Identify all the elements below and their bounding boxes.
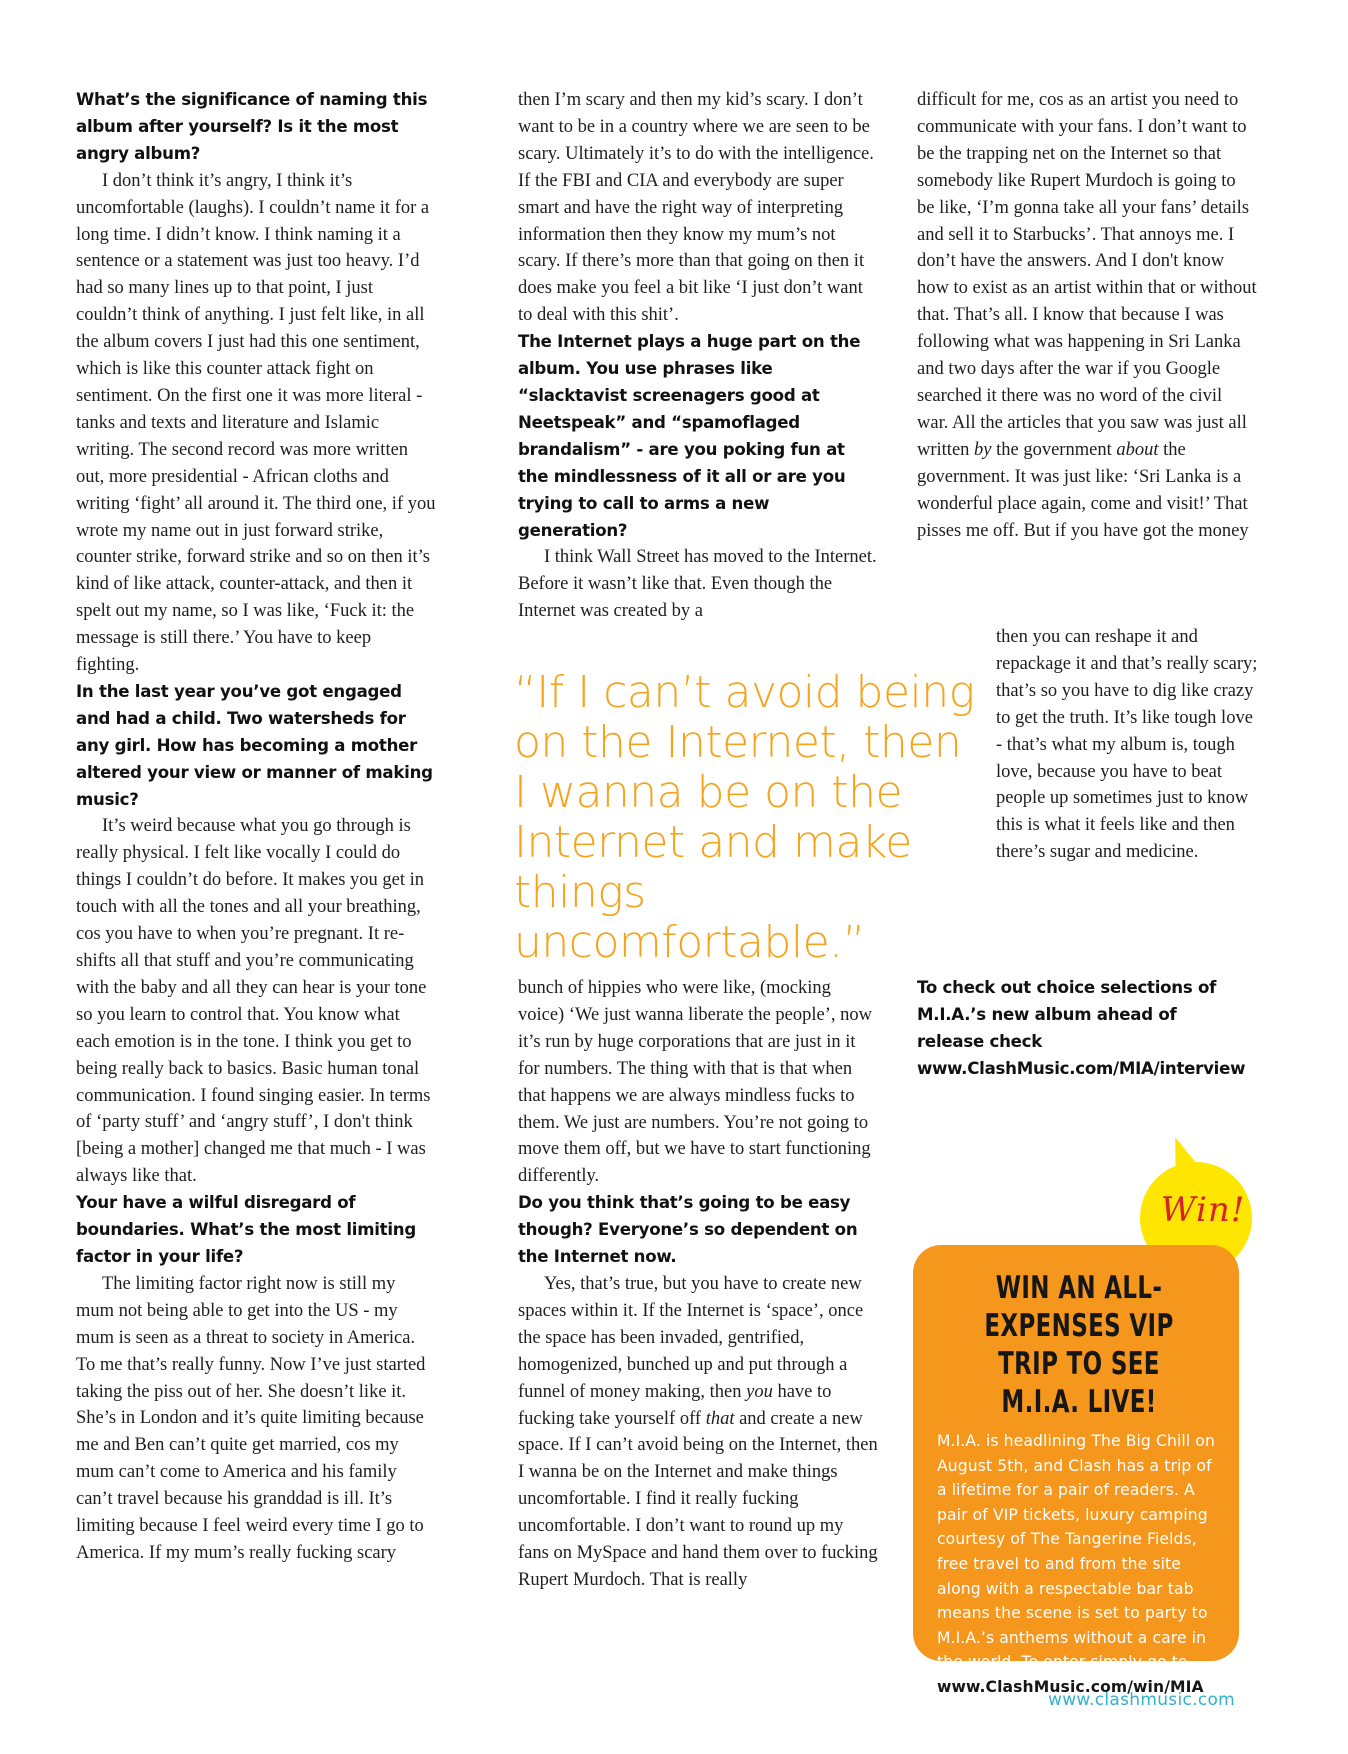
answer-text: and create a new space. If I can’t avoid being on the Internet, then I wanna be on the Internet and make things uncomfortable. I find it really fucking uncomfortable. I don’t want to round up my fans on MySpace and hand them over to fucking Rupert Murdoch. That is really	[518, 1408, 878, 1590]
answer-emphasis: by	[974, 439, 992, 460]
answer-text: the government. It was just like: ‘Sri Lanka is a wonderful place again, come and visit!’ That pisses me off. But if you have got the money	[917, 439, 1249, 541]
interview-answer: then you can reshape it and repackage it and that’s really scary; that’s so you have to dig like crazy to get the truth. It’s like tough love - that’s what my album is, tough love, because you have to beat people up sometimes just to know this is what it feels like and then there’s sugar and medicine.	[996, 627, 1258, 863]
win-badge-text: Win!	[1160, 1190, 1246, 1230]
interview-question: Your have a wilful disregard of boundaries. What’s the most limiting factor in your life?	[76, 1193, 416, 1266]
interview-answer: It’s weird because what you go through is really physical. I felt like vocally I could do things I couldn’t do before. It makes you get in touch with all the tones and all your breathing, cos you have to when you’re pregnant. It re-shifts all that stuff and you’re communicating with the baby and all they can hear is your tone so you learn to control that. You know what each emotion is in the tone. I think you get to being really back to basics. Basic human tonal communication. I found singing easier. In terms of ‘party stuff’ and ‘angry stuff’, I don't think [being a mother] changed me that much - I was always like that.	[76, 816, 431, 1187]
answer-text: have to fucking take yourself off	[518, 1381, 832, 1429]
interview-question: In the last year you’ve got engaged and had a child. Two watersheds for any girl. How has becoming a mother altered your view or manner of making music?	[76, 681, 433, 809]
article-column-3-top	[917, 87, 1257, 544]
answer-text: difficult for me, cos as an artist you need to communicate with your fans. I don’t want to be the trapping net on the Internet so that somebody like Rupert Murdoch is going to be like, ‘I’m gonna take all your fans’ details and sell it to Starbucks’. That annoys me. I don’t have the answers. And I don't know how to exist as an artist within that or without that. That’s all. I know that because I was following what was happening in Sri Lanka and two days after the war if you Google searched it there was no word of the civil war. All the articles that you saw was just all written	[917, 90, 1257, 460]
competition-url: www.ClashMusic.com/win/MIA	[937, 1677, 1204, 1696]
interview-answer	[518, 1271, 878, 1594]
competition-text: M.I.A. is headlining The Big Chill on August 5th, and Clash has a trip of a lifetime for a pair of readers. A pair of VIP tickets, luxury camping courtesy of The Tangerine Fields, free travel to and from the site along with a respectable bar tab means the scene is set to party to M.I.A.’s anthems without a care in the world. To enter simply go to	[937, 1432, 1215, 1672]
answer-emphasis: that	[705, 1408, 735, 1429]
article-column-3-bottom	[917, 975, 1247, 1083]
interview-answer	[917, 87, 1257, 544]
footer-website: www.clashmusic.com	[1048, 1690, 1236, 1710]
pull-quote: “If I can’t avoid being on the Internet, then I wanna be on the Internet and make things uncomfortable.”	[514, 667, 975, 968]
article-column-2-top	[518, 87, 878, 625]
competition-title: WIN AN ALL-EXPENSES VIP TRIP TO SEE M.I.A. LIVE!	[984, 1270, 1174, 1420]
answer-text: the government	[991, 439, 1117, 460]
web-cta: To check out choice selections of M.I.A.’s new album ahead of release check www.ClashMusic.com/MIA/interview	[917, 978, 1246, 1078]
answer-emphasis: about	[1116, 439, 1159, 460]
answer-emphasis: you	[746, 1381, 773, 1402]
interview-question: What’s the significance of naming this album after yourself? Is it the most angry album?	[76, 90, 428, 163]
article-column-2-bottom	[518, 975, 878, 1594]
interview-question: The Internet plays a huge part on the album. You use phrases like “slacktavist screenagers good at Neetspeak” and “spamoflaged brandalism” - are you poking fun at the mindlessness of it all or are you trying to call to arms a new generation?	[518, 332, 861, 540]
competition-box	[913, 1245, 1239, 1696]
article-column-3-indented	[996, 624, 1258, 866]
competition-body	[937, 1429, 1221, 1700]
interview-answer: I think Wall Street has moved to the Internet. Before it wasn’t like that. Even though the Internet was created by a	[518, 547, 877, 622]
interview-answer: bunch of hippies who were like, (mocking voice) ‘We just wanna liberate the people’, now it’s run by huge corporations that are just in it for numbers. The thing with that is that when that happens we are always mindless fucks to them. We just are numbers. You’re not going to move them off, but we have to start functioning differently.	[518, 978, 872, 1187]
article-column-1	[76, 87, 436, 1567]
interview-question: Do you think that’s going to be easy though? Everyone’s so dependent on the Internet now.	[518, 1193, 858, 1267]
interview-answer: The limiting factor right now is still my mum not being able to get into the US - my mum is seen as a threat to society in America. To me that’s really funny. Now I’ve just started taking the piss out of her. She doesn’t like it. She’s in London and it’s quite limiting because me and Ben can’t quite get married, cos my mum can’t come to America and his family can’t travel because his granddad is ill. It’s limiting because I feel weird every time I go to America. If my mum’s really fucking scary	[76, 1273, 426, 1563]
interview-answer: I don’t think it’s angry, I think it’s uncomfortable (laughs). I couldn’t name it for a long time. I didn’t know. I think naming it a sentence or a statement was just too heavy. I’d had so many lines up to that point, I just couldn’t think of anything. I just felt like, in all the album covers I just had this one sentiment, which is like this counter attack fight on sentiment. On the first one it was more literal - tanks and texts and literature and Islamic writing. The second record was more written out, more presidential - African cloths and writing ‘fight’ all around it. The third one, if you wrote my name out in just forward strike, counter strike, forward strike and so on then it’s kind of like attack, counter-attack, and then it spelt out my name, so I was like, ‘Fuck it: the message is still there.’ You have to keep fighting.	[76, 170, 436, 676]
interview-answer: then I’m scary and then my kid’s scary. I don’t want to be in a country where we are seen to be scary. Ultimately it’s to do with the intelligence. If the FBI and CIA and everybody are super smart and have the right way of interpreting information then they know my mum’s not scary. If there’s more than that going on then it does make you feel a bit like ‘I just don’t want to deal with this shit’.	[518, 90, 874, 326]
answer-text: Yes, that’s true, but you have to create new spaces within it. If the Internet is ‘space’, once the space has been invaded, gentrified, homogenized, bunched up and put through a funnel of money making, then	[518, 1273, 864, 1402]
